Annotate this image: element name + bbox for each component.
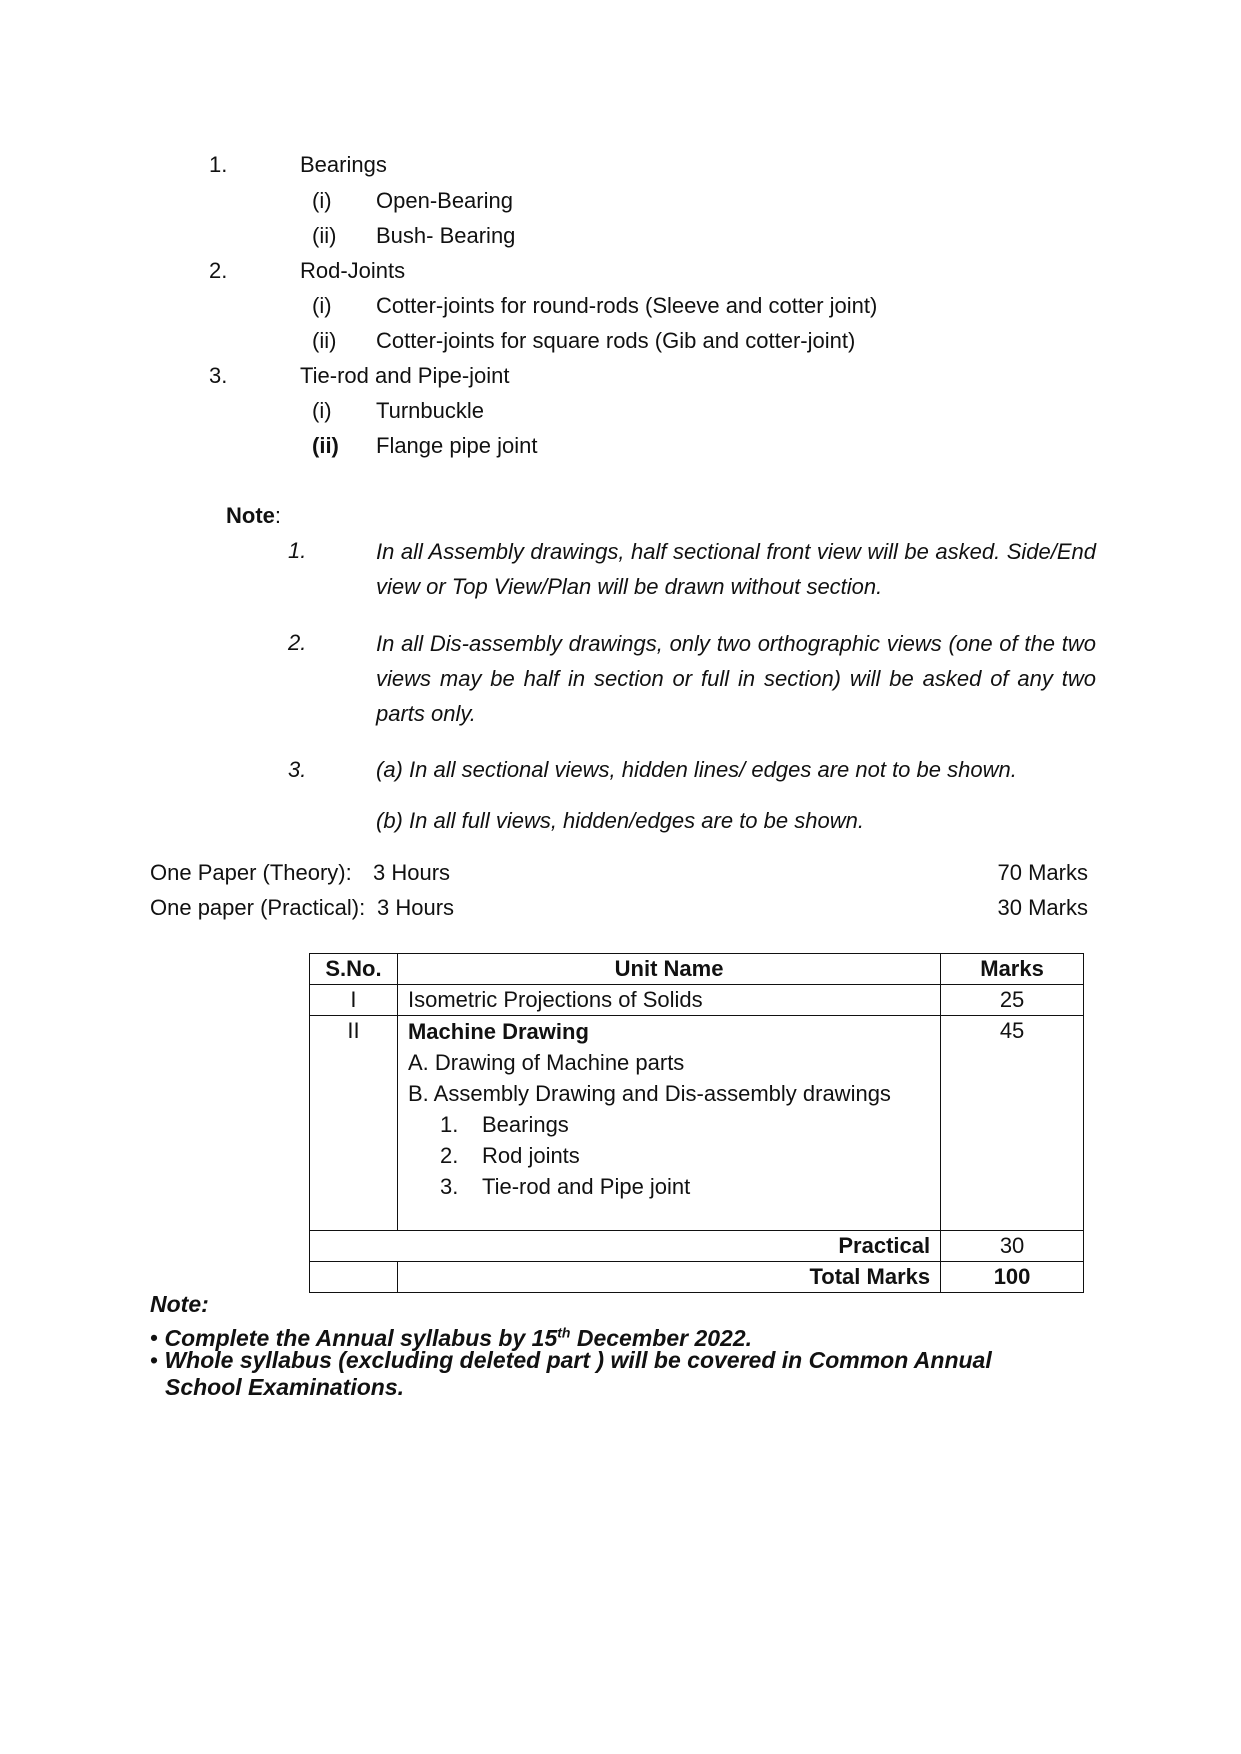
cell-unit-name: Isometric Projections of Solids	[397, 985, 940, 1016]
paper-marks: 70 Marks	[997, 860, 1088, 885]
subtopic-text: Bush- Bearing	[376, 223, 516, 248]
topic-number: 3.	[209, 363, 228, 388]
unit-sub-number: 1.	[439, 1112, 459, 1137]
unit-sub-number: 2.	[439, 1143, 459, 1168]
note-text: In all Dis-assembly drawings, only two orthographic views (one of the two views may be half in section or full in section) will be asked of any two parts only.	[376, 631, 1096, 726]
unit-sub-text: Bearings	[481, 1112, 569, 1137]
unit-line-a: A. Drawing of Machine parts	[407, 1050, 685, 1075]
subtopic-text: Turnbuckle	[376, 398, 485, 423]
note-number: 1.	[288, 538, 307, 563]
topic-title: Bearings	[300, 152, 387, 177]
topic-title: Tie-rod and Pipe-joint	[300, 363, 510, 388]
header-unit-name: Unit Name	[397, 954, 940, 985]
practical-label: Practical	[310, 1231, 941, 1262]
unit-sub-text: Rod joints	[481, 1143, 580, 1168]
unit-sub-item	[408, 1171, 930, 1202]
unit-sub-number: 3.	[439, 1174, 459, 1199]
subtopic-text: Flange pipe joint	[376, 433, 538, 458]
paper-duration: 3 Hours	[377, 895, 455, 920]
subtopic-number: (ii)	[312, 433, 339, 458]
topic-number: 2.	[209, 258, 228, 283]
unit-sub-item	[408, 1109, 930, 1140]
subtopic-number: (i)	[312, 188, 332, 213]
cell-sno: I	[310, 985, 398, 1016]
final-note-sup: th	[557, 1324, 571, 1340]
total-label: Total Marks	[397, 1262, 940, 1293]
header-marks: Marks	[941, 954, 1084, 985]
paper-duration: 3 Hours	[373, 860, 451, 885]
subtopic-number: (ii)	[312, 328, 337, 353]
note-number: 2.	[288, 630, 307, 655]
subtopic-number: (ii)	[312, 223, 337, 248]
cell-sno: II	[310, 1016, 398, 1231]
topic-title: Rod-Joints	[300, 258, 406, 283]
total-empty-cell	[310, 1262, 398, 1293]
final-note-text-pre: Complete the Annual syllabus by 15	[164, 1324, 558, 1351]
final-note-continuation: School Examinations.	[165, 1374, 404, 1400]
note-colon: :	[274, 503, 282, 528]
subtopic-text: Cotter-joints for round-rods (Sleeve and cotter joint)	[376, 293, 878, 318]
header-sno: S.No.	[310, 954, 398, 985]
subtopic-text: Open-Bearing	[376, 188, 513, 213]
bullet: •	[150, 1324, 159, 1351]
table-header-row	[310, 954, 1084, 985]
final-note-heading: Note:	[150, 1291, 209, 1317]
final-note-text-post: December 2022.	[570, 1324, 753, 1351]
note-text: In all Assembly drawings, half sectional front view will be asked. Side/End view or Top View/Plan will be drawn without section.	[376, 539, 1096, 599]
unit-sub-text: Tie-rod and Pipe joint	[481, 1174, 691, 1199]
bullet: •	[150, 1347, 159, 1373]
topic-number: 1.	[209, 152, 228, 177]
subtopic-number: (i)	[312, 398, 332, 423]
subtopic-number: (i)	[312, 293, 332, 318]
note-heading	[226, 503, 281, 529]
cell-marks: 45	[941, 1016, 1084, 1231]
marks-table	[309, 953, 1084, 1293]
note-number: 3.	[288, 757, 307, 782]
note-text: (a) In all sectional views, hidden lines/ edges are not to be shown.	[376, 757, 1017, 782]
final-note-line	[150, 1346, 992, 1374]
paper-marks: 30 Marks	[997, 895, 1088, 920]
note-text-b: (b) In all full views, hidden/edges are to be shown.	[376, 808, 864, 833]
unit-sub-item	[408, 1140, 930, 1171]
cell-unit-name	[397, 1016, 940, 1231]
final-note-text: Whole syllabus (excluding deleted part ) will be covered in Common Annual	[164, 1347, 992, 1373]
practical-marks: 30	[941, 1231, 1084, 1262]
unit-title: Machine Drawing	[407, 1019, 589, 1044]
total-row	[310, 1262, 1084, 1293]
unit-line-b: B. Assembly Drawing and Dis-assembly drawings	[407, 1081, 891, 1106]
paper-label: One Paper (Theory):	[150, 860, 352, 885]
table-row	[310, 1016, 1084, 1231]
table-row	[310, 985, 1084, 1016]
note-heading-text: Note	[226, 503, 275, 528]
practical-row	[310, 1231, 1084, 1262]
paper-label: One paper (Practical):	[150, 895, 366, 920]
cell-marks: 25	[941, 985, 1084, 1016]
total-marks: 100	[941, 1262, 1084, 1293]
subtopic-text: Cotter-joints for square rods (Gib and cotter-joint)	[376, 328, 856, 353]
